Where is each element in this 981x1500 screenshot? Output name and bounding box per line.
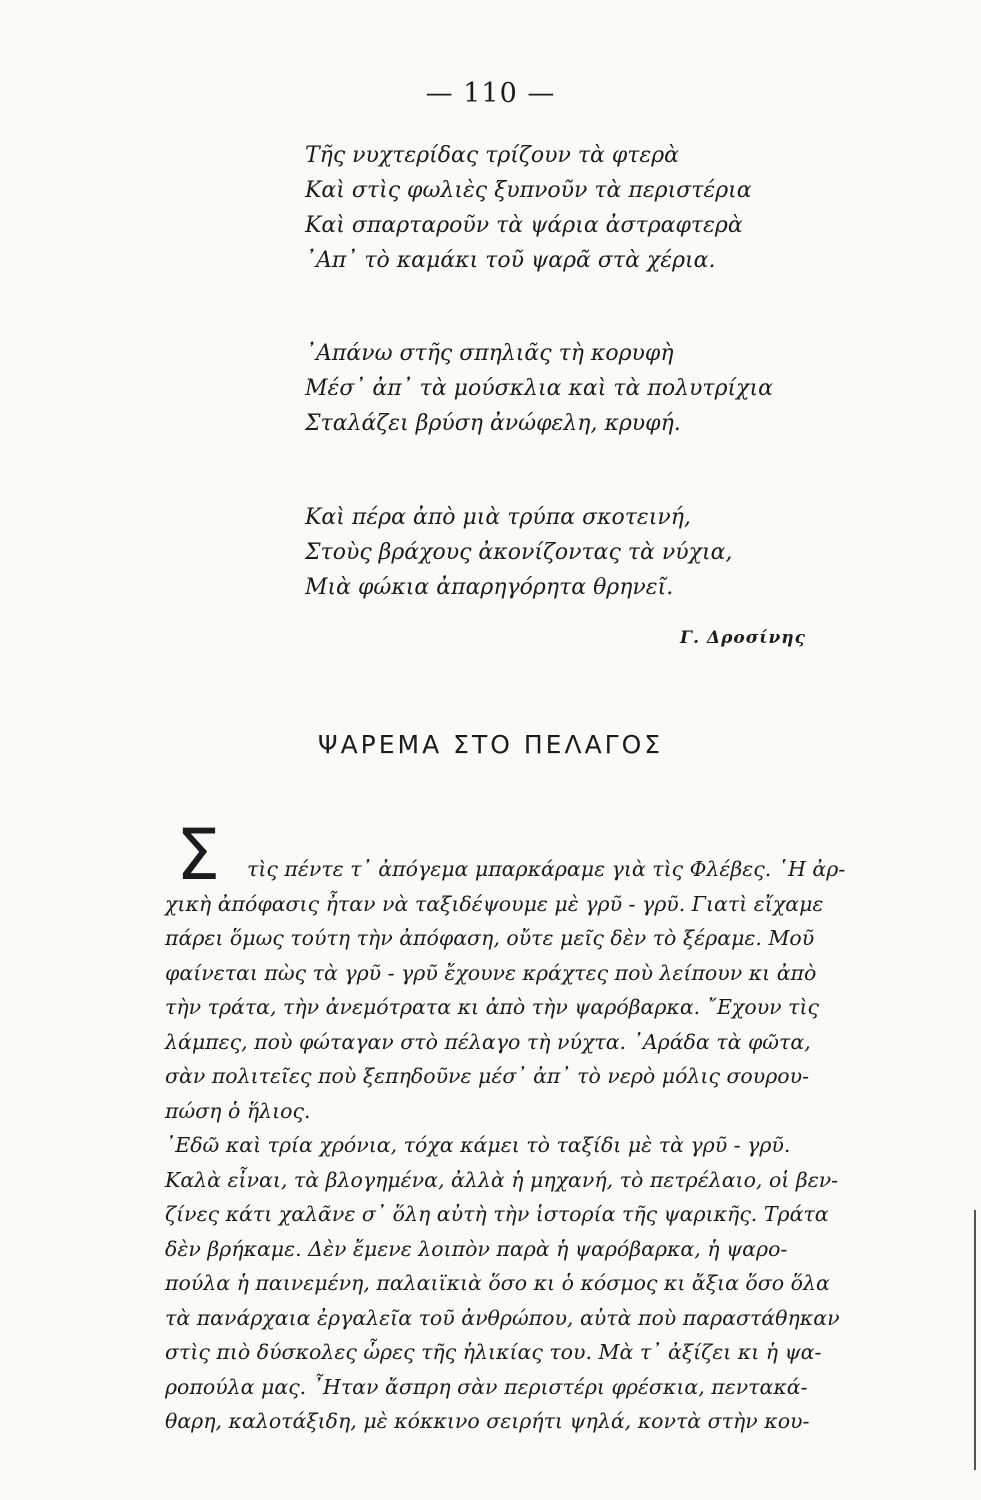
body-line: πώση ὁ ἥλιος. <box>165 1098 311 1123</box>
body-line: τὶς πέντε τ᾿ ἀπόγεμα μπαρκάραμε γιὰ τὶς Φλέβες. ῾Η ἀρ- <box>247 857 846 881</box>
body-line: φαίνεται πὼς τὰ γρῦ - γρῦ ἔχουνε κράχτες ποὺ λείπουν κι ἀπὸ <box>165 960 817 985</box>
body-line: θαρη, καλοτάξιδη, μὲ κόκκινο σειρήτι ψηλά, κοντὰ στὴν κου- <box>165 1409 810 1433</box>
body-line: Καλὰ εἶναι, τὰ βλογημένα, ἀλλὰ ἡ μηχανή, τὸ πετρέλαιο, οἱ βεν- <box>165 1167 839 1192</box>
body-line: τὴν τράτα, τὴν ἀνεμότρατα κι ἀπὸ τὴν ψαρόβαρκα. ῎Εχουν τὶς <box>165 995 819 1019</box>
body-line: στὶς πιὸ δύσκολες ὧρες τῆς ἡλικίας του. Μὰ τ᾿ ἀξίζει κι ἡ ψα- <box>165 1340 822 1364</box>
margin-line <box>974 1210 976 1470</box>
poem-stanza-3 <box>305 500 732 605</box>
verse-line: Μέσ᾿ ἀπ᾿ τὰ μούσκλια καὶ τὰ πολυτρίχια <box>305 376 773 401</box>
body-line: πούλα ἡ παινεμένη, παλαιϊκιὰ ὅσο κι ὁ κόσμος κι ἄξια ὅσο ὅλα <box>165 1271 830 1295</box>
body-line: σὰν πολιτεῖες ποὺ ξεπηδοῦνε μέσ᾿ ἀπ᾿ τὸ νερὸ μόλις σουρου- <box>165 1064 810 1088</box>
body-line: ζίνες κάτι χαλᾶνε σ᾿ ὅλη αὐτὴ τὴν ἱστορία τῆς ψαρικῆς. Τράτα <box>165 1202 829 1226</box>
verse-line: Μιὰ φώκια ἀπαρηγόρητα θρηνεῖ. <box>305 575 674 600</box>
body-line: πάρει ὅμως τούτη τὴν ἀπόφαση, οὔτε μεῖς δὲν τὸ ξέραμε. Μοῦ <box>165 926 815 950</box>
page-number: — 110 — <box>425 78 556 109</box>
poem-author: Γ. Δροσίνης <box>680 628 807 648</box>
body-line: ᾿Εδῶ καὶ τρία χρόνια, τόχα κάμει τὸ ταξίδι μὲ τὰ γρῦ - γρῦ. <box>165 1133 791 1157</box>
verse-line: Στοὺς βράχους ἀκονίζοντας τὰ νύχια, <box>305 540 733 565</box>
verse-line: ᾿Απ᾿ τὸ καμάκι τοῦ ψαρᾶ στὰ χέρια. <box>305 248 716 273</box>
poem-stanza-1 <box>305 138 752 278</box>
body-line: χικὴ ἀπόφασις ἦταν νὰ ταξιδέψουμε μὲ γρῦ - γρῦ. Γιατὶ εἴχαμε <box>165 891 824 916</box>
article-title: ΨΑΡΕΜΑ ΣΤΟ ΠΕΛΑΓΟΣ <box>317 730 664 759</box>
verse-line: Καὶ στὶς φωλιὲς ξυπνοῦν τὰ περιστέρια <box>305 178 752 203</box>
body-line: δὲν βρήκαμε. Δὲν ἔμενε λοιπὸν παρὰ ἡ ψαρόβαρκα, ἡ ψαρο- <box>165 1236 788 1261</box>
verse-line: Σταλάζει βρύση ἀνώφελη, κρυφή. <box>305 411 681 436</box>
verse-line: ᾿Απάνω στῆς σπηλιᾶς τὴ κορυφὴ <box>305 341 674 366</box>
drop-cap: Σ <box>176 814 221 896</box>
poem-stanza-2 <box>305 336 773 441</box>
verse-line: Καὶ πέρα ἀπὸ μιὰ τρύπα σκοτεινή, <box>305 505 691 530</box>
verse-line: Τῆς νυχτερίδας τρίζουν τὰ φτερὰ <box>305 143 680 168</box>
body-line: λάμπες, ποὺ φώταγαν στὸ πέλαγο τὴ νύχτα. ᾿Αράδα τὰ φῶτα, <box>165 1029 811 1054</box>
article-body <box>165 852 935 1439</box>
body-line: ροπούλα μας. ῏Ηταν ἄσπρη σὰν περιστέρι φρέσκια, πεντακά- <box>165 1374 808 1399</box>
body-line: τὰ πανάρχαια ἐργαλεῖα τοῦ ἀνθρώπου, αὐτὰ ποὺ παραστάθηκαν <box>165 1305 840 1330</box>
verse-line: Καὶ σπαρταροῦν τὰ ψάρια ἀστραφτερὰ <box>305 213 743 238</box>
